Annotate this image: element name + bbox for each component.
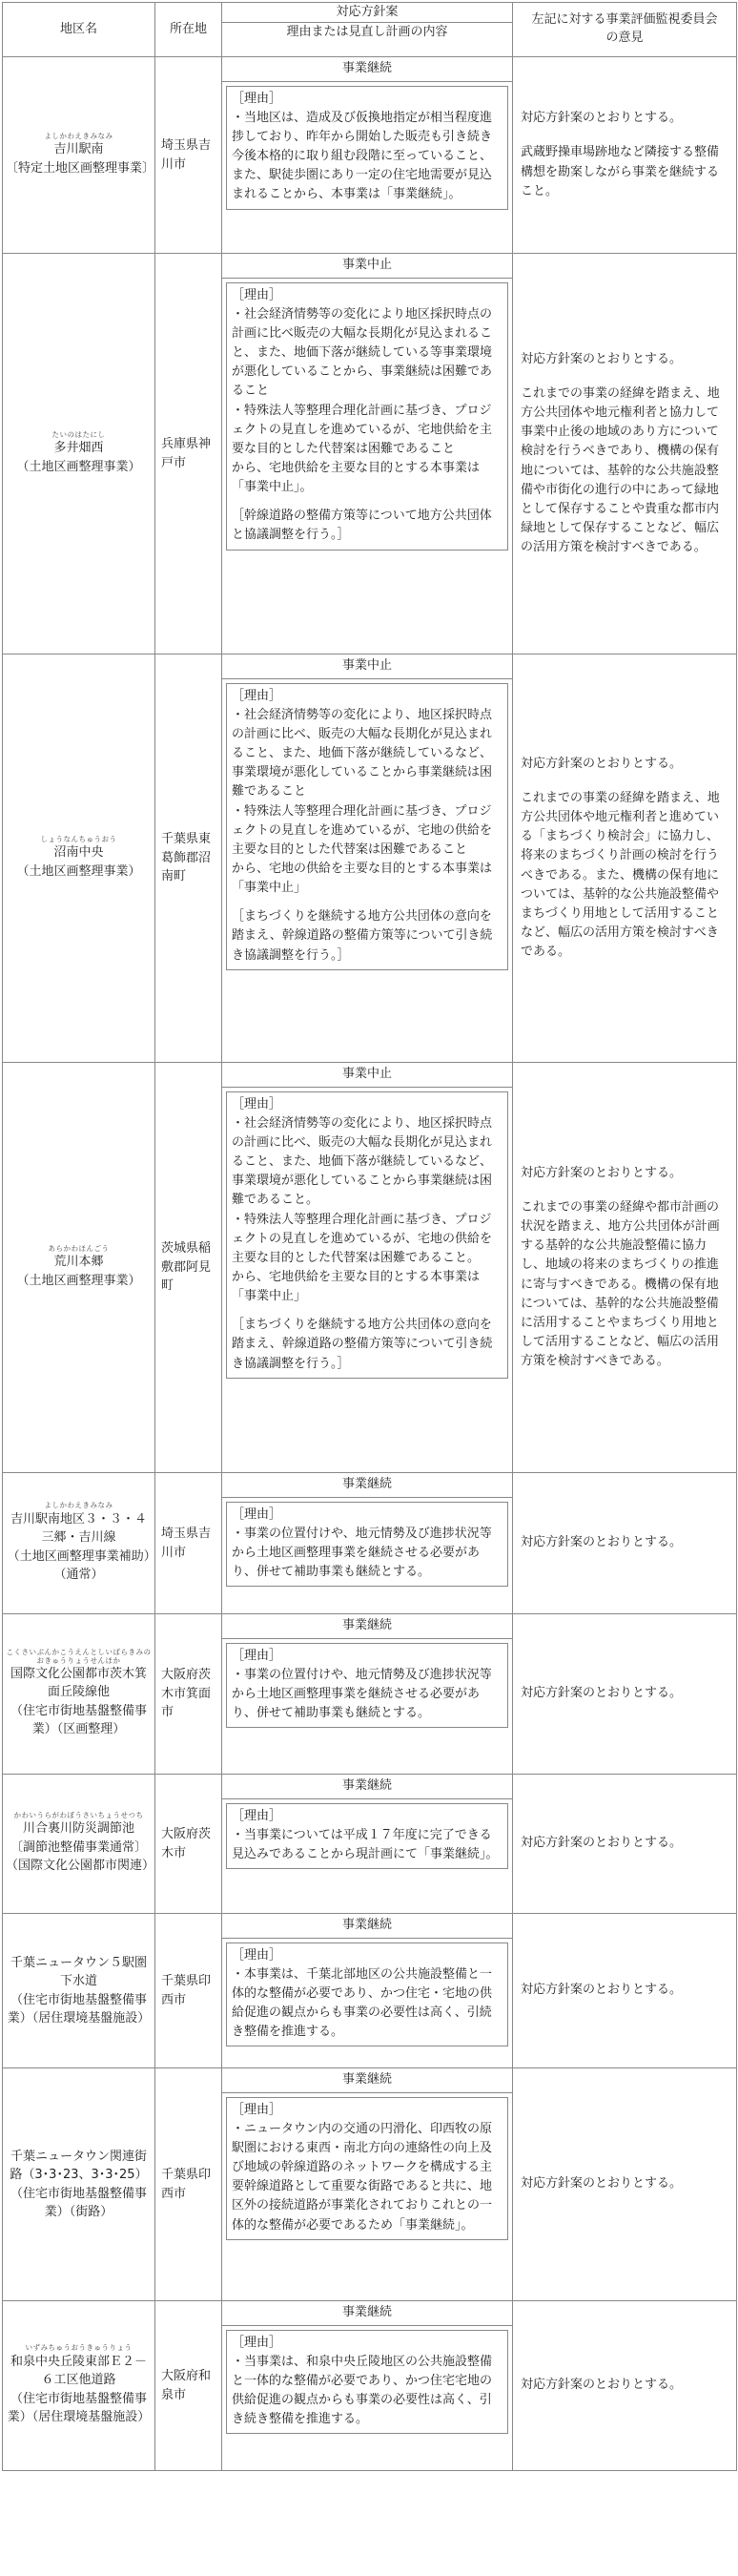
plan-status: 事業中止 — [222, 654, 512, 679]
reason-text: ・ニュータウン内の交通の円滑化、印西牧の原駅圏における東西・南北方向の連絡性の向上及び地域の幹線道路のネットワークを構成する主要幹線道路として重要な街路であると共に、地区外の接続道路が事業化されておりこれとの一体的な整備が必要であるため「事業継続」。 — [232, 2121, 493, 2233]
reason-box — [226, 1803, 508, 1869]
reason-box — [226, 1502, 508, 1588]
district-name: 千葉ニュータウン関連街路（3･3･23、3･3･25） — [10, 2149, 148, 2182]
location-cell: 大阪府和泉市 — [155, 2301, 222, 2471]
reason-label: ［理由］ — [232, 1808, 282, 1823]
district-name: 荒川本郷 — [53, 1255, 104, 1270]
opinion-cell — [513, 654, 737, 1063]
reason-text: ・特殊法人等整理合理化計画に基づき、プロジェクトの見直しを進めているが、宅地の供給を主要な目的とした代替案は困難であること。 — [232, 1212, 493, 1265]
reason-text: から、宅地の供給を主要な目的とする本事業は「事業中止」 — [232, 862, 493, 896]
table-row — [3, 254, 737, 654]
reason-text: ・特殊法人等整理合理化計画に基づき、プロジェクトの見直しを進めているが、宅地供給を主要な目的とした代替案は困難であること — [232, 403, 493, 456]
plan-status: 事業継続 — [222, 57, 512, 82]
district-name-cell — [3, 1775, 155, 1914]
district-project-type: （住宅市街地基盤整備事業）（区画整理） — [10, 1703, 147, 1737]
district-project-type: （住宅市街地基盤整備事業）（街路） — [10, 2186, 147, 2219]
reason-box — [226, 86, 508, 210]
district-name: 吉川駅南地区３・３・４三郷・吉川線 — [10, 1511, 147, 1546]
plan-cell — [222, 1614, 513, 1775]
plan-status: 事業継続 — [222, 1473, 512, 1498]
table-row — [3, 1775, 737, 1914]
plan-cell — [222, 1473, 513, 1614]
reason-text: ・当事業は、和泉中央丘陵地区の公共施設整備と一体的な整備が必要であり、かつ住宅宅地の供給促進の観点からも事業の必要性は高く、引き続き整備を推進する。 — [232, 2354, 493, 2427]
district-ruby: しょうなんちゅうおう — [40, 834, 117, 843]
evaluation-table — [2, 2, 737, 2471]
district-name: 千葉ニュータウン５駅圏下水道 — [10, 1955, 147, 1988]
plan-status: 事業継続 — [222, 2068, 512, 2093]
location-cell: 大阪府茨木市 — [155, 1775, 222, 1914]
reason-label: ［理由］ — [232, 91, 282, 106]
location-cell: 埼玉県吉川市 — [155, 1473, 222, 1614]
table-row — [3, 1473, 737, 1614]
district-project-type: （土地区画整理事業） — [16, 459, 141, 474]
district-name-cell — [3, 1063, 155, 1473]
reason-label: ［理由］ — [232, 1096, 282, 1111]
opinion-cell — [513, 2301, 737, 2471]
district-name-cell — [3, 2301, 155, 2471]
district-name: 多井畑西 — [53, 441, 104, 456]
reason-box — [226, 1091, 508, 1379]
location-cell: 埼玉県吉川市 — [155, 57, 222, 254]
reason-label: ［理由］ — [232, 688, 282, 703]
reason-note: ［まちづくりを継続する地方公共団体の意向を踏まえ、幹線道路の整備方策等について引き続き協議調整を行う。］ — [232, 1318, 493, 1371]
reason-box — [226, 1643, 508, 1729]
district-name: 国際文化公園都市茨木箕面丘陵線他 — [10, 1666, 147, 1700]
opinion-detail: これまでの事業の経緯を踏まえ、地方公共団体や地元権利者と進めている「まちづくり検討会」に協力し、将来のまちづくり計画の検討を行うべきである。また、機構の保有地については、基幹的な公共施設整備やまちづくり用地として活用することなど、幅広の活用方策を検討すべきである。 — [521, 790, 720, 960]
plan-cell — [222, 654, 513, 1063]
district-ruby: かわいうらがわぼうさいちょうせつち — [13, 1811, 144, 1820]
reason-text: ・事業の位置付けや、地元情勢及び進捗状況等から土地区画整理事業を継続させる必要があり、併せて補助事業も継続とする。 — [232, 1526, 492, 1580]
plan-cell — [222, 1775, 513, 1914]
location-cell: 大阪府茨木市箕面市 — [155, 1614, 222, 1775]
header-plan — [222, 3, 513, 57]
reason-text: ・特殊法人等整理合理化計画に基づき、プロジェクトの見直しを進めているが、宅地の供給を主要な目的とした代替案は困難であること — [232, 803, 493, 857]
reason-label: ［理由］ — [232, 1947, 282, 1963]
table-row — [3, 57, 737, 254]
reason-text: ・本事業は、千葉北部地区の公共施設整備と一体的な整備が必要であり、かつ住宅・宅地の供給促進の観点からも事業の必要性は高く、引続き整備を推進する。 — [232, 1966, 493, 2040]
plan-cell — [222, 2068, 513, 2301]
district-name-cell — [3, 57, 155, 254]
plan-status: 事業継続 — [222, 2301, 512, 2326]
header-plan-top: 対応方針案 — [336, 5, 399, 19]
location-cell: 千葉県東葛飾郡沼南町 — [155, 654, 222, 1063]
reason-label: ［理由］ — [232, 1506, 282, 1522]
opinion-main: 対応方針案のとおりとする。 — [521, 1983, 683, 1998]
header-row — [3, 3, 737, 57]
district-ruby: あらかわほんごう — [48, 1243, 110, 1253]
opinion-detail: 武蔵野操車場跡地など隣接する整備構想を勘案しながら事業を継続すること。 — [521, 145, 720, 198]
opinion-cell — [513, 2068, 737, 2301]
reason-box — [226, 2097, 508, 2240]
opinion-cell — [513, 1914, 737, 2068]
opinion-main: 対応方針案のとおりとする。 — [521, 756, 683, 771]
opinion-cell — [513, 1473, 737, 1614]
opinion-main: 対応方針案のとおりとする。 — [521, 351, 683, 366]
district-ruby: こくさいぶんかこうえんとしいばらきみのおきゅうりょうせんほか — [6, 1648, 152, 1665]
district-ruby: いずみちゅうおうきゅうりょう — [25, 2343, 133, 2353]
opinion-main: 対応方針案のとおりとする。 — [521, 2378, 683, 2393]
opinion-main: 対応方針案のとおりとする。 — [521, 1686, 683, 1701]
reason-box — [226, 2330, 508, 2435]
opinion-main: 対応方針案のとおりとする。 — [521, 111, 683, 126]
location-cell: 千葉県印西市 — [155, 2068, 222, 2301]
header-opinion: 左記に対する事業評価監視委員会の意見 — [513, 3, 737, 57]
plan-cell — [222, 2301, 513, 2471]
table-row — [3, 1914, 737, 2068]
district-name: 和泉中央丘陵東部Ｅ２－６工区他道路 — [10, 2354, 147, 2388]
opinion-cell — [513, 1614, 737, 1775]
reason-text: ・社会経済情勢等の変化により地区採択時点の計画に比べ販売の大幅な長期化が見込まれること、また、地価下落が継続している等事業環境が悪化していることから、事業継続は困難であること — [232, 306, 493, 399]
district-name: 吉川駅南 — [53, 142, 104, 157]
table-row — [3, 1614, 737, 1775]
opinion-main: 対応方針案のとおりとする。 — [521, 1836, 683, 1851]
plan-status: 事業中止 — [222, 254, 512, 279]
opinion-cell — [513, 1063, 737, 1473]
district-ruby: たいのはたにし — [51, 429, 106, 439]
opinion-main: 対応方針案のとおりとする。 — [521, 2176, 683, 2192]
reason-text: から、宅地供給を主要な目的とする本事業は「事業中止」 — [232, 1270, 481, 1304]
district-project-type: （土地区画整理事業補助）（通常） — [7, 1548, 151, 1583]
opinion-cell — [513, 57, 737, 254]
reason-text: から、宅地供給を主要な目的とする本事業は「事業中止」。 — [232, 461, 481, 495]
plan-status: 事業継続 — [222, 1614, 512, 1639]
district-project-type: 〔特定土地区画整理事業〕 — [6, 160, 155, 176]
reason-text: ・当事業については平成１７年度に完了できる見込みであることから現計画にて「事業継続」。 — [232, 1827, 499, 1862]
table-row — [3, 654, 737, 1063]
district-project-type: （土地区画整理事業） — [16, 863, 141, 879]
header-location: 所在地 — [155, 3, 222, 57]
reason-text: ・当地区は、造成及び仮換地指定が相当程度進捗しており、昨年から開始した販売も引き続き今後本格的に取り組む段階に至っていること、また、駅徒歩圏にあり一定の住宅地需要が見込まれることから、本事業は「事業継続」。 — [232, 110, 493, 202]
opinion-main: 対応方針案のとおりとする。 — [521, 1535, 683, 1550]
reason-box — [226, 683, 508, 970]
plan-status: 事業継続 — [222, 1775, 512, 1799]
opinion-main: 対応方針案のとおりとする。 — [521, 1165, 683, 1180]
plan-status: 事業継続 — [222, 1914, 512, 1939]
plan-cell — [222, 254, 513, 654]
district-name-cell — [3, 1614, 155, 1775]
reason-label: ［理由］ — [232, 287, 282, 302]
location-cell: 茨城県稲敷郡阿見町 — [155, 1063, 222, 1473]
table-row — [3, 2301, 737, 2471]
district-name-cell — [3, 254, 155, 654]
reason-text: ・社会経済情勢等の変化により、地区採択時点の計画に比べ、販売の大幅な長期化が見込まれること、また、地価下落が継続しているなど、事業環境が悪化していることから事業継続は困難であること — [232, 707, 493, 800]
opinion-cell — [513, 254, 737, 654]
district-project-type: 〔調節池整備事業通常〕（国際文化公園都市関連） — [6, 1839, 155, 1874]
district-name-cell — [3, 2068, 155, 2301]
district-project-type: （住宅市街地基盤整備事業）（居住環境基盤施設） — [7, 1992, 151, 2025]
reason-label: ［理由］ — [232, 2335, 282, 2350]
district-name-cell — [3, 654, 155, 1063]
reason-note: ［幹線道路の整備方策等について地方公共団体と協議調整を行う。］ — [232, 509, 492, 543]
plan-status: 事業中止 — [222, 1063, 512, 1088]
district-ruby: よしかわえきみなみ — [44, 1501, 113, 1510]
location-cell: 千葉県印西市 — [155, 1914, 222, 2068]
plan-cell — [222, 1914, 513, 2068]
district-name-cell — [3, 1914, 155, 2068]
reason-box — [226, 282, 508, 551]
header-name: 地区名 — [3, 3, 155, 57]
district-project-type: （土地区画整理事業） — [16, 1273, 141, 1288]
location-cell: 兵庫県神戸市 — [155, 254, 222, 654]
reason-label: ［理由］ — [232, 1648, 282, 1663]
opinion-detail: これまでの事業の経緯や都市計画の状況を踏まえ、地方公共団体が計画する基幹的な公共施設整備に協力し、地域の将来のまちづくりの推進に寄与すべきである。機構の保有地については、基幹的な公共施設整備に活用することやまちづくり用地として活用することなど、幅広の活用方策を検討すべきである。 — [521, 1199, 720, 1369]
reason-text: ・事業の位置付けや、地元情勢及び進捗状況等から土地区画整理事業を継続させる必要があり、併せて補助事業も継続とする。 — [232, 1667, 492, 1721]
reason-text: ・社会経済情勢等の変化により、地区採択時点の計画に比べ、販売の大幅な長期化が見込まれること、また、地価下落が継続しているなど、事業環境が悪化していることから事業継続は困難であること。 — [232, 1115, 493, 1208]
district-ruby: よしかわえきみなみ — [44, 131, 113, 140]
district-name-cell — [3, 1473, 155, 1614]
header-plan-bottom: 理由または見直し計画の内容 — [222, 22, 512, 42]
plan-cell — [222, 57, 513, 254]
table-row — [3, 2068, 737, 2301]
district-name: 沼南中央 — [53, 845, 104, 861]
district-project-type: （住宅市街地基盤整備事業）（居住環境基盤施設） — [7, 2391, 151, 2425]
district-name: 川合裏川防災調節池 — [22, 1821, 134, 1837]
opinion-detail: これまでの事業の経緯を踏まえ、地方公共団体や地元権利者と協力して事業中止後の地域のあり方について検討を行うべきであり、機構の保有地については、基幹的な公共施設整備や市街化の進行の中にあって緑地として保存することや貴重な都市内緑地として保存することなど、幅広の活用方策を検討すべきである。 — [521, 385, 720, 555]
reason-box — [226, 1942, 508, 2047]
table-row — [3, 1063, 737, 1473]
reason-note: ［まちづくりを継続する地方公共団体の意向を踏まえ、幹線道路の整備方策等について引き続き協議調整を行う。］ — [232, 909, 493, 963]
reason-label: ［理由］ — [232, 2102, 282, 2117]
plan-cell — [222, 1063, 513, 1473]
opinion-cell — [513, 1775, 737, 1914]
